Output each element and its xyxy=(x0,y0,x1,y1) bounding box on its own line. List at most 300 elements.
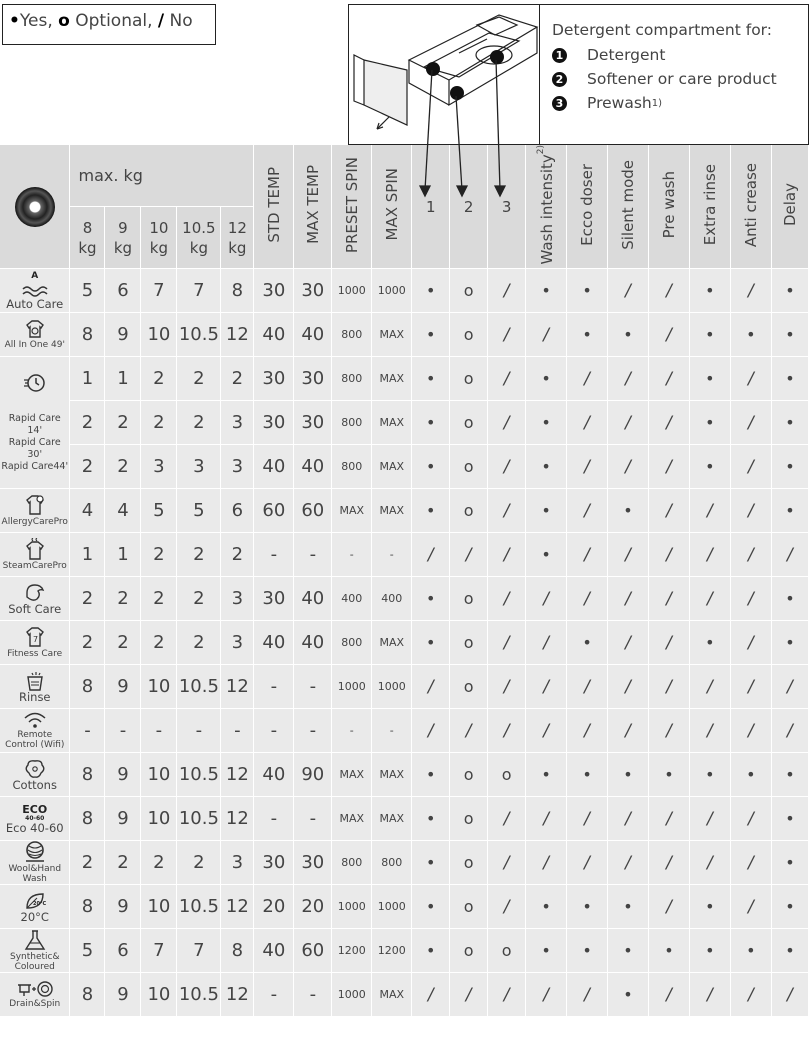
compartment-2-value: / xyxy=(450,533,488,577)
load-value: 12 xyxy=(221,797,254,841)
pre-wash-value: • xyxy=(648,753,689,797)
program-label: Remote Control (Wifi) xyxy=(5,730,65,751)
compartment-3-value: / xyxy=(488,533,526,577)
max-temp-value: - xyxy=(294,533,332,577)
extra-rinse-value: • xyxy=(689,621,730,665)
compartment-1-value: / xyxy=(412,533,450,577)
allergy-care-icon xyxy=(0,494,69,516)
load-value: 2 xyxy=(105,401,141,445)
delay-value: • xyxy=(771,357,808,401)
wash-intensity-value: • xyxy=(526,753,567,797)
program-cell xyxy=(0,841,70,885)
pre-wash-value: • xyxy=(648,929,689,973)
wash-intensity-value: • xyxy=(526,445,567,489)
preset-spin-value: - xyxy=(332,709,372,753)
program-label: Wool&Hand Wash xyxy=(8,864,62,885)
program-cell-rapid-care xyxy=(0,357,70,489)
ecco-doser-value: • xyxy=(567,269,608,313)
max-temp-value: 30 xyxy=(294,357,332,401)
silent-mode-value: / xyxy=(608,841,649,885)
drum-icon xyxy=(15,187,55,227)
max-temp-value: - xyxy=(294,973,332,1017)
program-label: Rapid Care 30' xyxy=(8,437,61,461)
load-value: 10.5 xyxy=(177,753,221,797)
marker-2 xyxy=(450,86,464,100)
std-temp-value: 30 xyxy=(254,841,294,885)
std-temp-value: 30 xyxy=(254,577,294,621)
load-value: 10 xyxy=(141,797,177,841)
load-value: 2 xyxy=(141,357,177,401)
load-value: 5 xyxy=(70,929,105,973)
preset-spin-value: 1000 xyxy=(332,665,372,709)
max-temp-value: 90 xyxy=(294,753,332,797)
max-kg-header: max. kg xyxy=(70,145,254,207)
ecco-doser-value: / xyxy=(567,577,608,621)
extra-rinse-value: • xyxy=(689,357,730,401)
compartment-title: Detergent compartment for: xyxy=(552,21,773,39)
ecco-doser-header: Ecco doser xyxy=(567,145,608,269)
anti-crease-value: / xyxy=(730,577,771,621)
load-value: 10 xyxy=(141,973,177,1017)
anti-crease-value: / xyxy=(730,489,771,533)
compartment-3-value: / xyxy=(488,577,526,621)
compartment-1-value: • xyxy=(412,885,450,929)
load-value: 2 xyxy=(105,445,141,489)
compartment-3-value: / xyxy=(488,973,526,1017)
std-temp-header: STD TEMP xyxy=(254,145,294,269)
preset-spin-value: 1200 xyxy=(332,929,372,973)
program-label: Synthetic& Coloured xyxy=(9,952,60,973)
silent-mode-value: / xyxy=(608,533,649,577)
ecco-doser-value: / xyxy=(567,709,608,753)
program-cell xyxy=(0,709,70,753)
load-value: 2 xyxy=(141,841,177,885)
pre-wash-value: / xyxy=(648,445,689,489)
load-value: 9 xyxy=(105,797,141,841)
anti-crease-header: Anti crease xyxy=(730,145,771,269)
marker-1 xyxy=(426,62,440,76)
anti-crease-value: / xyxy=(730,973,771,1017)
extra-rinse-value: • xyxy=(689,269,730,313)
max-temp-value: 30 xyxy=(294,401,332,445)
pre-wash-value: / xyxy=(648,885,689,929)
delay-value: • xyxy=(771,841,808,885)
wash-intensity-value: / xyxy=(526,841,567,885)
compartment-2-value: o xyxy=(450,841,488,885)
table-row xyxy=(0,709,809,753)
std-temp-value: - xyxy=(254,533,294,577)
symbol-legend xyxy=(2,4,216,45)
table-row xyxy=(0,841,809,885)
program-cell xyxy=(0,797,70,841)
extra-rinse-value: / xyxy=(689,709,730,753)
max-spin-value: MAX xyxy=(372,357,412,401)
compartment-2-value: o xyxy=(450,665,488,709)
silent-mode-value: / xyxy=(608,797,649,841)
program-cell xyxy=(0,753,70,797)
anti-crease-value: / xyxy=(730,709,771,753)
table-row xyxy=(0,665,809,709)
load-value: 2 xyxy=(141,621,177,665)
load-value: 10.5 xyxy=(177,665,221,709)
extra-rinse-value: • xyxy=(689,445,730,489)
load-value: 1 xyxy=(105,357,141,401)
compartment-label-1: Detergent xyxy=(587,46,666,64)
load-value: 3 xyxy=(221,401,254,445)
max-spin-value: 1000 xyxy=(372,269,412,313)
load-value: 2 xyxy=(221,357,254,401)
detergent-drawer-illustration xyxy=(348,4,540,145)
silent-mode-value: • xyxy=(608,885,649,929)
rinse-icon xyxy=(0,671,69,691)
footnote-1: 1) xyxy=(651,97,662,109)
program-cell xyxy=(0,269,70,313)
compartment-3-value: / xyxy=(488,313,526,357)
load-value: 1 xyxy=(70,533,105,577)
load-value: 5 xyxy=(141,489,177,533)
load-value: 9 xyxy=(105,973,141,1017)
wifi-icon xyxy=(0,711,69,729)
compartment-2-value: o xyxy=(450,753,488,797)
compartment-3-value: / xyxy=(488,665,526,709)
eco-icon: ECO 40-60 xyxy=(22,802,48,822)
preset-spin-value: 1000 xyxy=(332,973,372,1017)
load-value: 2 xyxy=(70,621,105,665)
load-value: 7 xyxy=(177,269,221,313)
compartment-2-value: o xyxy=(450,401,488,445)
ecco-doser-value: • xyxy=(567,753,608,797)
kg-8-header: 8 kg xyxy=(70,207,105,269)
max-temp-value: - xyxy=(294,797,332,841)
load-value: 8 xyxy=(70,885,105,929)
std-temp-value: - xyxy=(254,709,294,753)
delay-value: • xyxy=(771,885,808,929)
table-row xyxy=(0,973,809,1017)
table-row xyxy=(0,797,809,841)
std-temp-value: 40 xyxy=(254,621,294,665)
pre-wash-value: / xyxy=(648,269,689,313)
optional-symbol: o xyxy=(58,11,70,31)
load-value: - xyxy=(141,709,177,753)
load-value: 10 xyxy=(141,313,177,357)
silent-mode-value: / xyxy=(608,709,649,753)
load-value: 9 xyxy=(105,313,141,357)
max-temp-value: 30 xyxy=(294,841,332,885)
load-value: 2 xyxy=(177,841,221,885)
preset-spin-value: MAX xyxy=(332,797,372,841)
preset-spin-value: 800 xyxy=(332,445,372,489)
table-row xyxy=(0,313,809,357)
extra-rinse-value: • xyxy=(689,401,730,445)
ecco-doser-value: / xyxy=(567,841,608,885)
auto-care-icon: A xyxy=(0,272,69,298)
compartment-1-value: • xyxy=(412,445,450,489)
preset-spin-value: 800 xyxy=(332,621,372,665)
pre-wash-value: / xyxy=(648,401,689,445)
rapid-care-icon xyxy=(0,372,69,394)
compartment-label-3: Prewash xyxy=(587,94,652,112)
compartment-1-value: • xyxy=(412,357,450,401)
std-temp-value: - xyxy=(254,665,294,709)
preset-spin-value: - xyxy=(332,533,372,577)
table-row xyxy=(0,753,809,797)
load-value: 3 xyxy=(221,841,254,885)
silent-mode-value: • xyxy=(608,489,649,533)
pre-wash-value: / xyxy=(648,313,689,357)
twenty-degrees-icon: 20°C xyxy=(0,892,69,912)
program-label: All In One 49' xyxy=(4,340,65,351)
silent-mode-value: • xyxy=(608,313,649,357)
table-row xyxy=(0,577,809,621)
wash-intensity-value: / xyxy=(526,313,567,357)
compartment-2-value: o xyxy=(450,797,488,841)
std-temp-value: 30 xyxy=(254,357,294,401)
ecco-doser-value: / xyxy=(567,489,608,533)
load-value: - xyxy=(177,709,221,753)
wash-intensity-value: / xyxy=(526,973,567,1017)
load-value: 10 xyxy=(141,753,177,797)
compartment-3-value: o xyxy=(488,753,526,797)
load-value: 2 xyxy=(105,841,141,885)
pre-wash-value: / xyxy=(648,797,689,841)
extra-rinse-value: / xyxy=(689,797,730,841)
max-temp-value: 30 xyxy=(294,269,332,313)
ecco-doser-value: • xyxy=(567,885,608,929)
wash-intensity-header: Wash intensity$^{2)}$ xyxy=(526,145,567,269)
load-value: 12 xyxy=(221,973,254,1017)
silent-mode-value: • xyxy=(608,753,649,797)
preset-spin-value: MAX xyxy=(332,489,372,533)
silent-mode-value: / xyxy=(608,269,649,313)
load-value: 7 xyxy=(141,269,177,313)
delay-value: / xyxy=(771,973,808,1017)
wash-intensity-value: • xyxy=(526,885,567,929)
preset-spin-value: 800 xyxy=(332,313,372,357)
drawer-drawing xyxy=(349,5,539,144)
anti-crease-value: / xyxy=(730,841,771,885)
delay-value: / xyxy=(771,533,808,577)
extra-rinse-value: / xyxy=(689,973,730,1017)
load-value: 10.5 xyxy=(177,973,221,1017)
table-row xyxy=(0,357,809,401)
no-symbol: / xyxy=(157,11,165,31)
program-cell xyxy=(0,621,70,665)
max-spin-value: 800 xyxy=(372,841,412,885)
compartment-3-value: / xyxy=(488,885,526,929)
pre-wash-value: / xyxy=(648,665,689,709)
program-label: Rapid Care44' xyxy=(1,461,69,473)
ecco-doser-value: • xyxy=(567,313,608,357)
load-value: 4 xyxy=(70,489,105,533)
load-value: 6 xyxy=(105,929,141,973)
delay-value: • xyxy=(771,269,808,313)
extra-rinse-value: / xyxy=(689,489,730,533)
wash-intensity-value: / xyxy=(526,709,567,753)
preset-spin-header: PRESET SPIN xyxy=(332,145,372,269)
anti-crease-value: / xyxy=(730,269,771,313)
program-cell xyxy=(0,885,70,929)
compartment-label-2: Softener or care product xyxy=(587,70,777,88)
max-temp-value: 40 xyxy=(294,621,332,665)
load-value: 3 xyxy=(221,621,254,665)
program-cell xyxy=(0,577,70,621)
max-temp-value: 40 xyxy=(294,313,332,357)
load-value: - xyxy=(105,709,141,753)
max-spin-value: MAX xyxy=(372,973,412,1017)
max-spin-value: MAX xyxy=(372,753,412,797)
compartment-1-header: 1 xyxy=(412,145,450,269)
number-1-badge: 1 xyxy=(552,48,567,63)
kg-10-header: 10 kg xyxy=(141,207,177,269)
program-cell xyxy=(0,533,70,577)
compartment-1-value: • xyxy=(412,401,450,445)
load-value: 8 xyxy=(70,665,105,709)
delay-value: / xyxy=(771,709,808,753)
table-row xyxy=(0,445,809,489)
load-value: 2 xyxy=(177,621,221,665)
std-temp-value: 40 xyxy=(254,929,294,973)
compartment-3-value: / xyxy=(488,841,526,885)
synthetic-icon xyxy=(0,929,69,951)
compartment-3-value: / xyxy=(488,445,526,489)
compartment-1-value: • xyxy=(412,313,450,357)
load-value: 9 xyxy=(105,665,141,709)
load-value: 8 xyxy=(221,929,254,973)
max-temp-value: 60 xyxy=(294,929,332,973)
compartment-3-value: / xyxy=(488,269,526,313)
delay-header: Delay xyxy=(771,145,808,269)
compartment-2-value: / xyxy=(450,709,488,753)
ecco-doser-value: • xyxy=(567,929,608,973)
compartment-item-3 xyxy=(552,94,808,112)
program-label: SteamCarePro xyxy=(2,561,67,572)
load-value: 10.5 xyxy=(177,885,221,929)
anti-crease-value: / xyxy=(730,885,771,929)
max-spin-value: MAX xyxy=(372,621,412,665)
extra-rinse-value: / xyxy=(689,841,730,885)
std-temp-value: 20 xyxy=(254,885,294,929)
delay-value: • xyxy=(771,929,808,973)
kg-10-5-header: 10.5 kg xyxy=(177,207,221,269)
compartment-3-value: / xyxy=(488,797,526,841)
load-value: 10.5 xyxy=(177,797,221,841)
wash-intensity-value: • xyxy=(526,489,567,533)
program-label: AllergyCarePro xyxy=(1,517,68,528)
load-value: 12 xyxy=(221,313,254,357)
anti-crease-value: / xyxy=(730,797,771,841)
table-row xyxy=(0,269,809,313)
std-temp-value: - xyxy=(254,797,294,841)
ecco-doser-value: / xyxy=(567,445,608,489)
load-value: 9 xyxy=(105,885,141,929)
load-value: 4 xyxy=(105,489,141,533)
load-value: 2 xyxy=(70,841,105,885)
compartment-3-value: o xyxy=(488,929,526,973)
max-spin-value: 1200 xyxy=(372,929,412,973)
drum-header-cell xyxy=(0,145,70,269)
compartment-1-value: • xyxy=(412,621,450,665)
ecco-doser-value: / xyxy=(567,401,608,445)
load-value: 2 xyxy=(141,533,177,577)
load-value: 7 xyxy=(177,929,221,973)
fitness-care-icon xyxy=(0,626,69,648)
ecco-doser-value: / xyxy=(567,665,608,709)
anti-crease-value: • xyxy=(730,313,771,357)
pre-wash-value: / xyxy=(648,533,689,577)
max-temp-value: 40 xyxy=(294,445,332,489)
std-temp-value: 60 xyxy=(254,489,294,533)
pre-wash-value: / xyxy=(648,621,689,665)
table-row xyxy=(0,533,809,577)
load-value: 2 xyxy=(105,621,141,665)
load-value: 3 xyxy=(141,445,177,489)
anti-crease-value: / xyxy=(730,401,771,445)
compartment-3-value: / xyxy=(488,709,526,753)
wash-intensity-value: • xyxy=(526,357,567,401)
compartment-item-2 xyxy=(552,70,808,88)
load-value: - xyxy=(70,709,105,753)
silent-mode-value: • xyxy=(608,973,649,1017)
compartment-1-value: • xyxy=(412,929,450,973)
max-spin-value: 400 xyxy=(372,577,412,621)
program-label: Rapid Care 14' xyxy=(8,413,61,437)
legend-no: No xyxy=(169,11,193,31)
compartment-2-value: o xyxy=(450,357,488,401)
extra-rinse-value: / xyxy=(689,533,730,577)
max-spin-value: MAX xyxy=(372,445,412,489)
compartment-3-header: 3 xyxy=(488,145,526,269)
max-spin-value: - xyxy=(372,709,412,753)
load-value: 9 xyxy=(105,753,141,797)
max-temp-value: 20 xyxy=(294,885,332,929)
load-value: 12 xyxy=(221,753,254,797)
std-temp-value: 40 xyxy=(254,753,294,797)
program-cell xyxy=(0,929,70,973)
compartment-2-value: o xyxy=(450,489,488,533)
compartment-1-value: • xyxy=(412,489,450,533)
number-2-badge: 2 xyxy=(552,72,567,87)
pre-wash-value: / xyxy=(648,709,689,753)
compartment-1-value: • xyxy=(412,841,450,885)
all-in-one-icon xyxy=(0,319,69,339)
pre-wash-value: / xyxy=(648,973,689,1017)
max-temp-value: - xyxy=(294,709,332,753)
drain-spin-icon xyxy=(0,980,69,998)
extra-rinse-value: / xyxy=(689,577,730,621)
wash-intensity-value: / xyxy=(526,665,567,709)
load-value: 1 xyxy=(70,357,105,401)
legend-optional: Optional, xyxy=(75,11,153,31)
load-value: 12 xyxy=(221,665,254,709)
std-temp-value: 30 xyxy=(254,401,294,445)
kg-9-header: 9 kg xyxy=(105,207,141,269)
preset-spin-value: 400 xyxy=(332,577,372,621)
compartment-3-value: / xyxy=(488,621,526,665)
preset-spin-value: 1000 xyxy=(332,269,372,313)
delay-value: • xyxy=(771,489,808,533)
compartment-3-value: / xyxy=(488,357,526,401)
load-value: 2 xyxy=(141,401,177,445)
pre-wash-header: Pre wash xyxy=(648,145,689,269)
compartment-1-value: • xyxy=(412,577,450,621)
extra-rinse-value: / xyxy=(689,665,730,709)
max-spin-value: MAX xyxy=(372,489,412,533)
load-value: 10 xyxy=(141,665,177,709)
wool-icon xyxy=(0,841,69,863)
preset-spin-value: 1000 xyxy=(332,885,372,929)
compartment-3-value: / xyxy=(488,489,526,533)
delay-value: • xyxy=(771,577,808,621)
